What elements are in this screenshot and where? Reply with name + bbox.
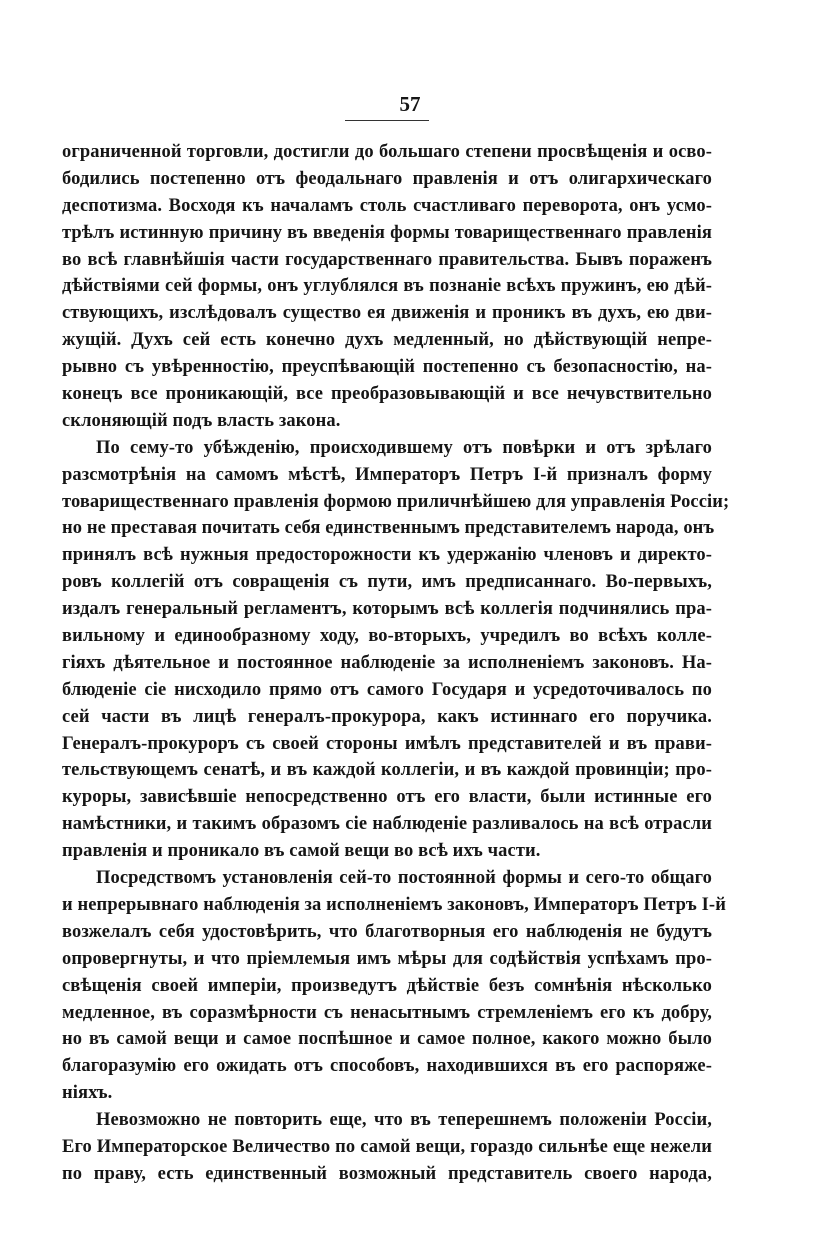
- text-line: куроры, зависѣвшіе непосредственно отъ его власти, были истинные его: [62, 787, 712, 808]
- text-line: рывно съ увѣренностію, преуспѣвающій постепенно съ безопасностію, на-: [62, 357, 712, 378]
- paragraph: [62, 435, 730, 865]
- text-line: Генералъ-прокуроръ съ своей стороны имѣлъ представителей и въ прави-: [62, 733, 712, 754]
- text-line: но не преставая почитать себя единственнымъ представителемъ народа, онъ: [62, 518, 715, 539]
- text-line: По сему-то убѣжденію, происходившему отъ повѣрки и отъ зрѣлаго: [96, 437, 712, 458]
- text-line: правленія и проникало въ самой вещи во всѣ ихъ части.: [62, 841, 541, 862]
- body-text: [62, 139, 730, 1188]
- text-line: склоняющій подъ власть закона.: [62, 410, 341, 431]
- text-line: Его Императорское Величество по самой вещи, гораздо сильнѣе еще нежели: [62, 1136, 712, 1157]
- text-line: трѣлъ истинную причину въ введенія формы товарищественнаго правленія: [62, 222, 712, 243]
- paragraph: [62, 1107, 712, 1188]
- text-line: принялъ всѣ нужныя предосторожности къ удержанію членовъ и директо-: [62, 545, 712, 566]
- text-line: Посредствомъ установленія сей-то постоянной формы и сего-то общаго: [96, 868, 712, 889]
- text-line: ніяхъ.: [62, 1083, 113, 1104]
- text-line: товарищественнаго правленія формою приличнѣйшею для управленія Россіи;: [62, 491, 730, 512]
- text-line: сей части въ лицѣ генералъ-прокурора, какъ истиннаго его поручика.: [62, 706, 712, 727]
- text-line: намѣстники, и такимъ образомъ сіе наблюденіе разливалось на всѣ отрасли: [62, 814, 712, 835]
- text-line: свѣщенія своей имперіи, произведутъ дѣйствіе безъ сомнѣнія нѣсколько: [62, 975, 712, 996]
- text-line: ствующихъ, изслѣдовалъ существо ея движенія и проникъ въ духъ, ею дви-: [62, 303, 712, 324]
- text-line: но въ самой вещи и самое поспѣшное и самое полное, какого можно было: [62, 1029, 712, 1050]
- paragraph: [62, 865, 726, 1107]
- page-number: 57: [399, 92, 421, 116]
- text-line: разсмотрѣнія на самомъ мѣстѣ, Императоръ Петръ I-й призналъ форму: [62, 464, 712, 485]
- paragraph: [62, 139, 712, 435]
- text-line: медленное, въ соразмѣрности съ ненасытнымъ стремленіемъ его къ добру,: [62, 1002, 712, 1023]
- text-line: издалъ генеральный регламентъ, которымъ всѣ коллегія подчинялись пра-: [62, 599, 712, 620]
- text-line: вильному и единообразному ходу, во-вторыхъ, учредилъ во всѣхъ колле-: [62, 626, 712, 647]
- text-line: тельствующемъ сенатѣ, и въ каждой коллегіи, и въ каждой провинціи; про-: [62, 760, 712, 781]
- text-line: дѣйствіями сей формы, онъ углублялся въ познаніе всѣхъ пружинъ, ею дѣй-: [62, 276, 712, 297]
- text-line: блюденіе сіе нисходило прямо отъ самого Государя и усредоточивалось по: [62, 679, 712, 700]
- text-line: Невозможно не повторить еще, что въ теперешнемъ положеніи Россіи,: [96, 1110, 712, 1131]
- text-line: опровергнуты, и что пріемлемыя имъ мѣры для содѣйствія успѣхамъ про-: [62, 948, 712, 969]
- text-line: благоразумію его ожидать отъ способовъ, находившихся въ его распоряже-: [62, 1056, 712, 1077]
- header-rule: [345, 120, 429, 121]
- text-line: деспотизма. Восходя къ началамъ столь счастливаго переворота, онъ усмо-: [62, 195, 712, 216]
- text-line: жущій. Духъ сей есть конечно духъ медленный, но дѣйствующій непре-: [62, 330, 712, 351]
- text-line: ограниченной торговли, достигли до большаго степени просвѣщенія и осво-: [62, 142, 712, 162]
- text-line: гіяхъ дѣятельное и постоянное наблюденіе за исполненіемъ законовъ. На-: [62, 652, 712, 673]
- text-line: по праву, есть единственный возможный представитель своего народа,: [62, 1163, 712, 1184]
- text-line: ровъ коллегій отъ совращенія съ пути, имъ предписаннаго. Во-первыхъ,: [62, 572, 712, 593]
- text-line: возжелалъ себя удостовѣрить, что благотворныя его наблюденія не будутъ: [62, 921, 712, 942]
- text-line: во всѣ главнѣйшія части государственнаго правительства. Бывъ пораженъ: [62, 249, 712, 270]
- text-line: и непрерывнаго наблюденія за исполненіемъ законовъ, Императоръ Петръ I-й: [62, 894, 726, 915]
- text-line: конецъ все проникающій, все преобразовывающій и все нечувствительно: [62, 384, 712, 405]
- text-line: бодились постепенно отъ феодальнаго правленія и отъ олигархическаго: [62, 168, 712, 189]
